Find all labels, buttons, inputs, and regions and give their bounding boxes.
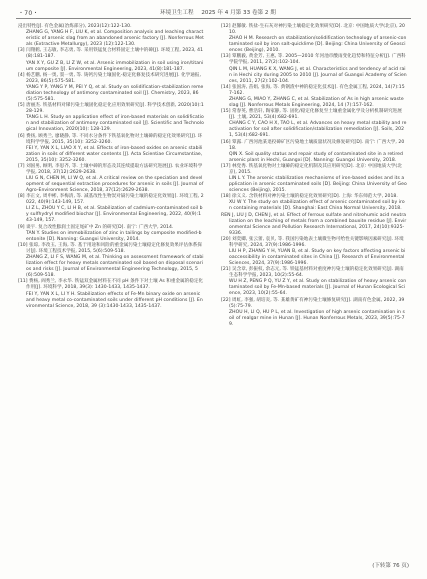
reference-entry: YAN X Y, GU Z B, LI Z W, et al. Arsenic immobilization in soil using iron/titanium composite [J]. Environmental Engineering, 2023, 41(8):181-187.	[26, 60, 204, 72]
reference-entry: XU W Y. The study on stabilization effect of arsenic contaminated soil by iron containing materials [D]. Shanghai: East China Normal University, 2018.	[229, 200, 405, 212]
reference-entry: [11] 费杨, 阎秀兰, 李永华. 铁锰双金属材料在不同 pH 条件下对土壤 As 和重金属的稳定化作用[J]. 环境科学, 2018, 39(3): 1430-1433, 1435-1437.	[18, 279, 204, 291]
reference-entry: ZHANG G, YANG H F, LIU K, et al. Composition analysis and leaching characteristic of arsenic slag from an abandoned arsenic factory [J]. Nonferrous Metals (Extractive Metallurgy), 2023 (12):122-130.	[26, 30, 204, 48]
reference-entry: [21] 吴含章, 彭振权, 余志元, 等. 铁锰基材料对重度神污染土壤的稳定化效果研究[J]. 湖南生态科学学报, 2023, 10(2):55-64.	[221, 267, 404, 279]
page-header	[0, 0, 427, 22]
reference-entry: [5] 唐丽杰. 铁基材料对锑污染土壤固化稳定化应用效果研究[J]. 科学技术创新, 2020(10):128-129.	[18, 103, 204, 115]
reference-entry: [10] 张琼, 李改玉, 王海, 等. 基于用途和风险的重金属污染土壤稳定化修复效果评估体系探讨[J]. 环境工程技术学报, 2015, 5(6):509-518.	[18, 243, 202, 254]
reference-entry: [20] 刘奕卿, 张云蕾, 袁贝, 等. 我国污染地表土壤微生物可给性关键影响因素研究[J]. 环境科学研究, 2024, 37(9):1986-1996.	[221, 236, 404, 248]
reference-entry: CHANG C Y, CAO H X, TAO L, et al. Advances on heavy metal stability and reactivation for soil after solidification/stabilization remediation [J]. Soils, 2021, 53(4):682-691.	[229, 121, 407, 139]
reference-entry: ZHANG Z, LI F S, WANG M, et al. Thinking on assessment framework of stabilization effect for heavy metals contaminated soil based on disposal scenarios and risks [J]. Journal of Environmental Engineering Technology, 2015, 5(6):509-518.	[26, 255, 204, 279]
reference-entry: LIN L Y. The arsenic stabilization mechanisms of iron-based oxides and its application in arsenic contaminated soils [D]. Beijing: China University of Geosciences (Beijing), 2015.	[229, 176, 407, 194]
reference-entry: ZHOU H, LI Q, HU P L, et al. Investigation of high arsenic contamination in soil of realgar mine in Hunan [J]. Hunan Nonferrous Metals, 2023, 39(5):75-79.	[229, 309, 405, 327]
reference-entry: [12] 赵馨敏. 铁盐-生石灰对神污染土壤稳定化效果研究[D]. 北京: 中国地质大学(北京), 2010.	[221, 24, 406, 35]
reference-entry: [6] 费扬, 顾秀兰, 廖晓静, 等. 不同水分条件下铁基氧化物对土壤砷的稳定化效果研究[J]. 环境科学学报, 2015, 35(10): 3252-3260.	[18, 133, 203, 145]
reference-entry: [8] 李正文, 周申彬, 李梅清, 等. 减基改性生物炭对镉污染土壤的稳定化效果[J]. 环境工程, 2022, 40(9):143-149, 157.	[18, 194, 204, 206]
reference-entry: TANG L H. Study on application effect of iron-based materials on solidification and stabilization of antimony contaminated soil [J]. Scientific and Technological Innovation, 2020(10): 128-129.	[26, 115, 204, 133]
reference-entry: [3] 闫翔鹤, 王志敏, 李志勇, 等. 采用铁锰复合材料固定土壤中的砷[J]. 环境工程, 2023, 41(8):181-187.	[18, 48, 204, 60]
reference-entry: YANG Y P, YANG Y M, PEI Y Q, et al. Study on solidification-stabilization remediation technology of antimony contaminated soil [J]. Chemistry, 2023, 86(5):575-581.	[26, 84, 204, 102]
reference-entry: LIU G N, CHEN M, LI W Q, et al. A critical review on the speciation and development of sequential extraction procedures for arsenic in soils [J]. Journal of Agro-Environment Science, 2018, 37(12):2629-2638.	[26, 176, 204, 194]
reference-entry: QIN L M, HUANG K X, WANG J, et al. Characteristics and tendency of acid rain in Hechi city during 2005 to 2010 [J]. Journal of Guangxi Academy of Sciences, 2011, 27(2):102-104.	[229, 66, 407, 84]
reference-entry: [15] 常春英, 曹浩轩, 陶家静, 等. 固化/稳定化修复至土壤重金属化学及分析机制研究进展[J]. 土壤, 2021, 53(4):682-691.	[221, 109, 402, 121]
reference-entry: [14] 张国涛, 苗娟, 张海, 等. 典钢渣中神的稳定化技术[J]. 有色金属工程, 2024, 14(7):157-162.	[221, 84, 405, 96]
reference-entry: WU H Z, PENG P Q, YU Z Y, et al. Study on stabilization of heavy arsenic contaminated soil by Fe-Mn-based materials [J]. Journal of Hunan Ecological Science, 2023, 10(2):55-64.	[229, 279, 407, 297]
reference-entry: [7] 刘国男, 顾明, 李思齐, 等. 土壤中砷的形态及其连续提取方法研究进展[J]. 农业环境科学学报, 2018, 37(12):2629-2638.	[18, 163, 203, 175]
reference-entry: QIN X. Soil quality status and repair study of contaminated site in a retired arsenic plant in Hechi, Guangxi [D]. Nanning: Guangxi University, 2018.	[229, 151, 403, 163]
reference-entry: [17] 林党秀. 铁基氧化物对土壤砷的稳定化机制及其应用研究[D]. 北京: 中国地质大学(北京), 2015.	[221, 163, 402, 175]
reference-entry: REN J, LIU J D, CHEN J, et al. Effect of ferrous sulfate and nitrohumic acid neutralization on the leaching of metals from a combined bauxite residue [J]. Environmental Science and Pollution Research International, 2017, 24(10):9325-9336.	[221, 212, 407, 236]
reference-entry: [18] 徐义义. 含铁材料对神污染土壤的稳定化效果研究[D]. 上海: 华东师范大学, 2018.	[221, 194, 398, 200]
references-right-column	[221, 24, 407, 328]
reference-entry: [4] 杨艺鹏, 杨一奥, 窦一勇, 等. 铸钙污染土壤固化-稳定化修复技术研究进展[J]. 化学通报, 2023, 86(5):575-581.	[18, 72, 201, 84]
reference-entry: [16] 覃露. 广西河池某退役砷矿区污染地土壤质量状况及修复研究[D]. 南宁: 广西大学, 2018.	[221, 139, 405, 151]
references-left-column	[18, 24, 204, 310]
reference-entry: TAN Y. Studies on immobilization of zinc in tailings by composite modified-bentonite [D]. Nanning: Guangxi University, 2014.	[26, 230, 202, 242]
reference-entry: ZHANG G, MIAO Y, ZHANG C, et al. Stabilization of As in high arsenic waste slag [J]. Nonferrous Metals Engineering, 2024, 14 (7):157-162.	[229, 96, 404, 108]
reference-entry: [13] 覃鹏毅, 黄金芳, 王惠, 等. 2005—2010 年河池市酸雨变化趋势和特征分析[J]. 广西科学院学报, 2011, 27(2):102-104.	[221, 54, 406, 66]
page-number: ・70・	[18, 10, 39, 17]
reference-entry: FEI Y, YAN X L, LI Y H. Stabilization effects of Fe-Mn binary oxide on arsenic and heavy metal co-contaminated soils under different pH conditions [J]. Environmental Science, 2018, 39 (3):1430-1433, 1435-1437.	[26, 291, 203, 309]
reference-entry: [22] 周虹, 李强, 胡培炎, 等. 某雄黄矿有神污染土壤修复研究[J]. 湖南有色金属, 2022, 39(5):75-79.	[221, 297, 405, 309]
reference-entry: LIU H P, ZHANG Y H, YUAN B, et al. Study on key factors affecting arsenic bioaccessibility in contaminated sites in China [J]. Research of Environmental Sciences, 2024, 37(9):1986-1996.	[229, 249, 406, 266]
reference-entry: ZHAO H M. Research on stabilization/solidification technology of arsenic-contaminated soil by iron salt-quicklime [D]. Beijing: China University of Geosciences (Beijing), 2010.	[229, 36, 407, 54]
reference-entry: 浸出特性[J]. 有色金属(冶炼部分), 2023(12):122-130.	[18, 24, 132, 29]
reference-entry: LI Z L, ZHOU Y C, LI H B, et al. Stabilization of cadmium-contaminated soil by sulfhydryl modified biochar [J]. Environmental Engineering, 2022, 40(9):143-149, 157.	[26, 206, 203, 224]
journal-name: 环境卫生工程	[160, 10, 194, 16]
running-header	[160, 8, 282, 16]
reference-entry: [9] 谈宇. 复合改性膨润土固定尾矿中 Zn 的研究[D]. 南宁: 广西大学, 2014.	[18, 224, 174, 230]
continued-note: (下转第 76 页)	[372, 563, 409, 569]
header-rule	[16, 18, 411, 19]
issue-info: 2025 年 4 月第 33 卷第 2 期	[201, 10, 276, 16]
reference-entry: FEI Y, YAN X L, LIAO X Y, et al. Effects of iron-based oxides on arsenic stabilization in soils of different water contents [J]. Acta Scientiae Circumstantiae, 2015, 35(10): 3252-3260.	[26, 145, 203, 163]
